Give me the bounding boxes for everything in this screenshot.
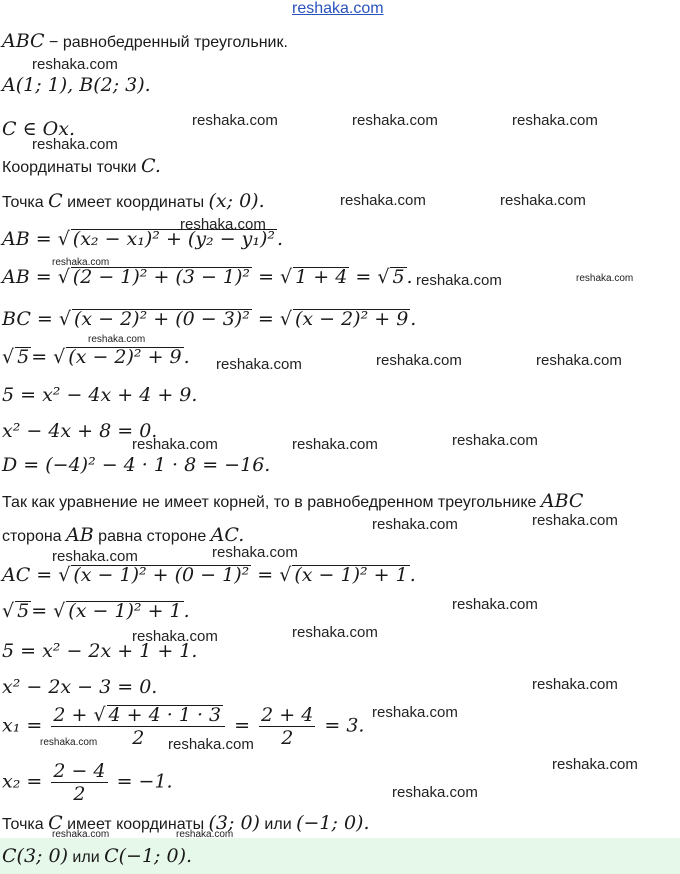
- eq: =: [251, 564, 280, 586]
- line-13: [2, 490, 583, 512]
- answer-box: [0, 838, 680, 874]
- math: (−1; 0).: [296, 812, 370, 834]
- text: Так как уравнение не имеет корней, то в равнобедренном треугольнике: [2, 494, 541, 511]
- text: Точка: [2, 816, 49, 833]
- radicand: 5: [392, 266, 405, 288]
- watermark: reshaka.com: [532, 676, 618, 693]
- math: AB: [66, 524, 94, 546]
- math: C: [48, 190, 63, 212]
- text: − равнобедренный треугольник.: [44, 34, 288, 51]
- text: сторона: [2, 528, 67, 545]
- watermark: reshaka.com: [216, 356, 302, 373]
- watermark: reshaka.com: [452, 596, 538, 613]
- radicand: 1 + 4: [295, 266, 348, 288]
- radicand: (x − 2)² + 9: [68, 346, 182, 368]
- math: ABC: [2, 30, 45, 52]
- end: = −1.: [110, 770, 173, 793]
- numerator: 2 + √ 4 + 4 · 1 · 3: [51, 704, 225, 727]
- line-6: AB = √ (x₂ − x₁)² + (y₂ − y₁)² .: [2, 228, 284, 250]
- lhs: AB =: [2, 228, 58, 250]
- line-3: C ∈ Ox.: [2, 118, 76, 140]
- radicand: 5: [17, 600, 30, 622]
- watermark: reshaka.com: [52, 257, 110, 268]
- text: или: [67, 849, 105, 866]
- math: AC.: [210, 524, 245, 546]
- watermark: reshaka.com: [392, 784, 478, 801]
- lhs: AC =: [2, 564, 59, 586]
- watermark: reshaka.com: [576, 273, 634, 284]
- radicand: (x − 1)² + (0 − 1)²: [73, 564, 250, 586]
- line-15: AC = √ (x − 1)² + (0 − 1)² = √ (x − 1)² + 1 .: [2, 564, 416, 586]
- watermark: reshaka.com: [212, 544, 298, 561]
- watermark: reshaka.com: [176, 829, 234, 840]
- math: C(3; 0): [2, 845, 68, 867]
- watermark: reshaka.com: [552, 756, 638, 773]
- line-9: √ 5 = √ (x − 2)² + 9 .: [2, 346, 190, 368]
- watermark: reshaka.com: [536, 352, 622, 369]
- watermark: reshaka.com: [376, 352, 462, 369]
- denominator: 2: [73, 783, 86, 805]
- line-1: [2, 30, 288, 52]
- radicand: (x − 1)² + 1: [68, 600, 182, 622]
- text: имеет координаты: [62, 194, 209, 211]
- fraction: [259, 704, 315, 749]
- eq: =: [349, 266, 378, 288]
- eq: =: [251, 308, 280, 330]
- numerator: 2 − 4: [53, 760, 106, 782]
- lhs: x₂ =: [2, 770, 49, 793]
- site-link[interactable]: reshaka.com: [292, 0, 384, 17]
- line-17: 5 = x² − 2x + 1 + 1.: [2, 640, 198, 662]
- math: (x; 0).: [208, 190, 265, 212]
- denominator: 2: [281, 727, 294, 749]
- denominator: 2: [132, 727, 145, 749]
- text: или: [259, 816, 297, 833]
- radicand: (x − 2)² + (0 − 3)²: [73, 308, 250, 330]
- watermark: reshaka.com: [52, 548, 138, 565]
- math: C.: [141, 155, 161, 177]
- watermark: reshaka.com: [416, 272, 502, 289]
- watermark: reshaka.com: [132, 436, 218, 453]
- radicand: (x₂ − x₁)² + (y₂ − y₁)²: [72, 228, 276, 250]
- end: .: [277, 228, 284, 250]
- text: равна стороне: [93, 528, 211, 545]
- end: = 3.: [318, 714, 365, 737]
- watermark: reshaka.com: [500, 192, 586, 209]
- line-12: D = (−4)² − 4 · 1 · 8 = −16.: [2, 454, 271, 476]
- radicand: (x − 2)² + 9: [294, 308, 409, 330]
- watermark: reshaka.com: [40, 737, 98, 748]
- watermark: reshaka.com: [32, 56, 118, 73]
- lhs: BC =: [2, 308, 59, 330]
- lhs: AB =: [2, 266, 58, 288]
- answer-line: [2, 845, 192, 867]
- line-2: A(1; 1), B(2; 3).: [2, 74, 151, 96]
- end: .: [410, 308, 417, 330]
- line-5: [2, 190, 265, 212]
- watermark: reshaka.com: [132, 628, 218, 645]
- fraction: [51, 760, 107, 805]
- watermark: reshaka.com: [292, 624, 378, 641]
- line-4: [2, 155, 161, 177]
- eq: =: [31, 600, 54, 622]
- eq: =: [252, 266, 281, 288]
- text: Точка: [2, 194, 49, 211]
- line-14: [2, 524, 244, 546]
- text: имеет координаты: [62, 816, 209, 833]
- watermark: reshaka.com: [168, 736, 254, 753]
- watermark: reshaka.com: [372, 516, 458, 533]
- watermark: reshaka.com: [532, 512, 618, 529]
- line-18: x² − 2x − 3 = 0.: [2, 676, 158, 698]
- lhs: x₁ =: [2, 714, 49, 737]
- radicand: 5: [17, 346, 30, 368]
- numerator: 2 + 4: [261, 704, 314, 726]
- line-8: BC = √ (x − 2)² + (0 − 3)² = √ (x − 2)² + 9 .: [2, 308, 417, 330]
- line-10: 5 = x² − 4x + 4 + 9.: [2, 384, 198, 406]
- math: C: [48, 812, 63, 834]
- radicand: 4 + 4 · 1 · 3: [108, 704, 222, 726]
- math: ABC: [540, 490, 584, 512]
- watermark: reshaka.com: [372, 704, 458, 721]
- watermark: reshaka.com: [52, 829, 110, 840]
- text: Координаты точки: [2, 159, 141, 176]
- math: (3; 0): [208, 812, 260, 834]
- watermark: reshaka.com: [340, 192, 426, 209]
- end: .: [406, 266, 413, 288]
- math: C(−1; 0).: [104, 845, 193, 867]
- line-7: AB = √ (2 − 1)² + (3 − 1)² = √ 1 + 4 = √ 5 .: [2, 266, 413, 288]
- line-20: [2, 760, 173, 805]
- watermark: reshaka.com: [180, 216, 266, 233]
- watermark: reshaka.com: [452, 432, 538, 449]
- watermark: reshaka.com: [292, 436, 378, 453]
- num-part: 2 +: [53, 704, 94, 726]
- watermark: reshaka.com: [192, 112, 278, 129]
- watermark: reshaka.com: [352, 112, 438, 129]
- watermark: reshaka.com: [512, 112, 598, 129]
- line-16: √ 5 = √ (x − 1)² + 1 .: [2, 600, 190, 622]
- watermark: reshaka.com: [32, 136, 118, 153]
- radicand: (2 − 1)² + (3 − 1)²: [72, 266, 251, 288]
- eq: =: [228, 714, 257, 737]
- watermark: reshaka.com: [88, 334, 146, 345]
- end: .: [183, 346, 190, 368]
- line-11: x² − 4x + 8 = 0.: [2, 420, 158, 442]
- end: .: [183, 600, 190, 622]
- end: .: [409, 564, 416, 586]
- radicand: (x − 1)² + 1: [294, 564, 408, 586]
- eq: =: [31, 346, 54, 368]
